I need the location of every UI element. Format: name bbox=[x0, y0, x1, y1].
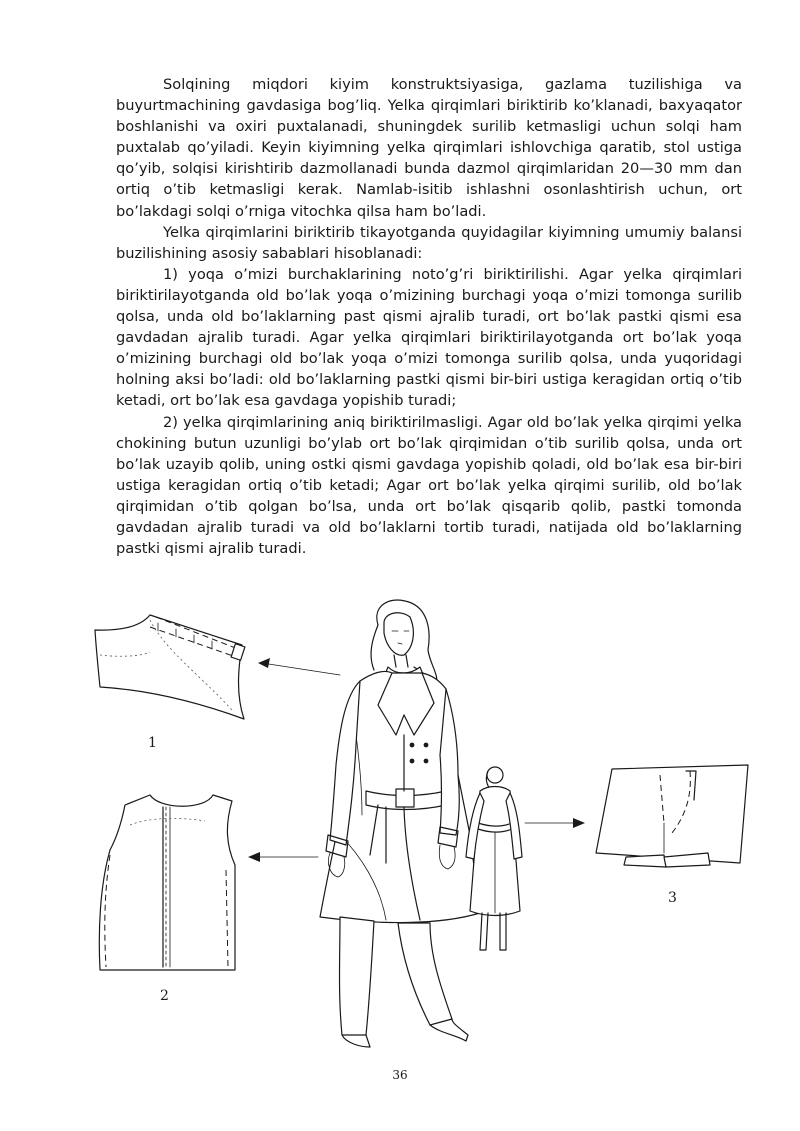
back-view-figure bbox=[466, 767, 522, 950]
paragraph-1: Solqining miqdori kiyim konstruktsiyasiga, gazlama tuzilishiga va buyurtmachining gavdasiga bog’liq. Yelka qirqimlari biriktirib ko’klanadi, baxyaqator boshlanishi va oxiri puxtalanadi, shuningdek surilib ketmasligi uchun solqi ham puxtalab qo’yiladi. Keyin kiyimning yelka qirqimlari ishlovchiga qaratib, stol ustiga qo’yib, solqisi kirishtirib dazmollanadi bunda dazmol qirqimlaridan 20—30 mm dan ortiq o’tib ketmasligi kerak. Namlab-isitib ishlashni osonlashtirish uchun, ort bo’lakdagi solqi o’rniga vitochka qilsa ham bo’ladi. bbox=[116, 76, 742, 220]
paragraph-2: Yelka qirqimlarini biriktirib tikayotganda quyidagilar kiyimning umumiy balansi buzilishining asosiy sabablari hisoblanadi: bbox=[116, 223, 742, 262]
illustration-drawing bbox=[0, 595, 800, 1055]
woman-figure bbox=[320, 600, 480, 1047]
illustration-figure bbox=[0, 595, 800, 1055]
arrow-1 bbox=[258, 658, 340, 675]
paragraph-4: 2) yelka qirqimlarining aniq biriktirilmasligi. Agar old bo’lak yelka qirqimi yelka chokining butun uzunligi bo’ylab ort bo’lak qirqimidan o’tib surilib qolsa, unda ort bo’lak uzayib qolib, uning ostki qismi gavdaga yopishib qoladi, old bo’lak esa bir-biri ustiga keragidan ortiq o’tib ketadi; Agar ort bo’lak yelka qirqimi surilib, old bo’lak qirqimidan o’tib qolgan bo’lsa, unda ort bo’lak qisqarib qolib, pastki tomonda gavdadan ajralib turadi va old bo’laklarni tortib turadi, natijada old bo’laklarning pastki qismi ajralib turadi. bbox=[116, 413, 742, 558]
pattern-piece-3 bbox=[596, 765, 748, 867]
paragraph-3: 1) yoqa o’mizi burchaklarining noto’g’ri biriktirilishi. Agar yelka qirqimlari biriktirilayotganda old bo’lak yoqa o’mizining burchagi yoqa o’mizi tomonga surilib qolsa, unda old bo’laklarning past qismi ajralib turadi, ort bo’lak pastki qismi esa gavdadan ajralib turadi. Agar yelka qirqimlari biriktirilayotganda ort bo’lak yoqa o’mizining burchagi old bo’lak yoqa o’mizi tomonga surilib qolsa, unda yuqoridagi holning aksi bo’ladi: old bo’laklarning pastki qismi bir-biri ustiga keragidan ortiq o’tib ketadi, ort bo’lak esa gavdaga yopishib turadi; bbox=[116, 265, 742, 410]
figure-label-3: 3 bbox=[668, 890, 677, 906]
body-text bbox=[116, 74, 742, 559]
arrow-2 bbox=[248, 852, 318, 862]
figure-label-2: 2 bbox=[160, 988, 169, 1004]
pattern-piece-2 bbox=[99, 795, 235, 970]
pattern-piece-1 bbox=[95, 615, 245, 719]
page-number: 36 bbox=[392, 1068, 408, 1082]
arrow-3 bbox=[525, 818, 585, 828]
figure-label-1: 1 bbox=[148, 735, 157, 751]
